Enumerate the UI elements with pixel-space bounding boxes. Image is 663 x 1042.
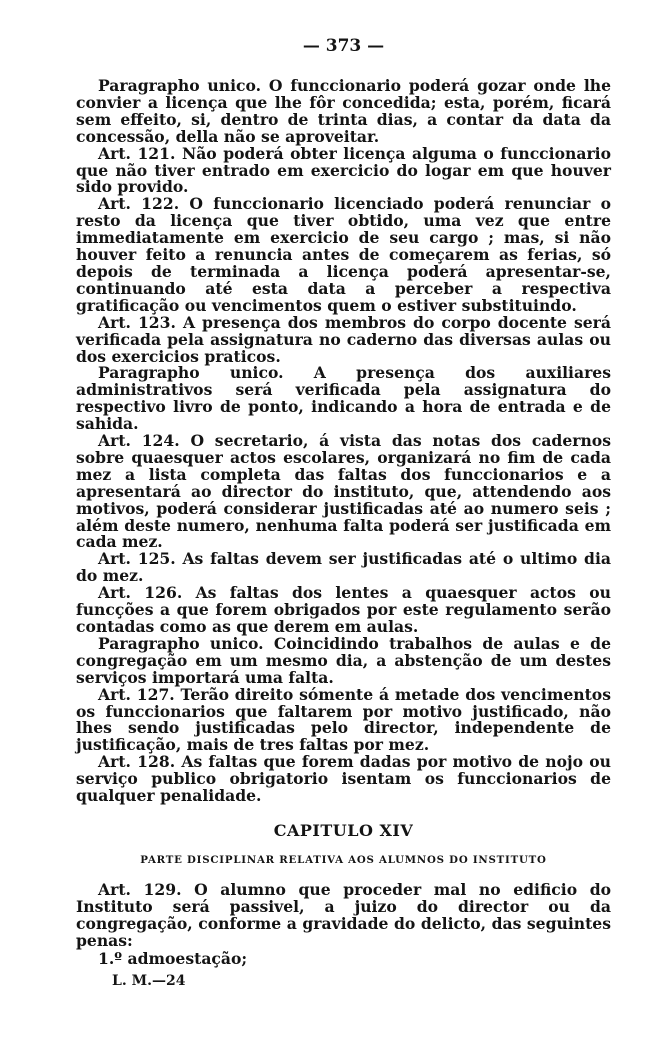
penalty-list-item: 1.º admoestação;: [98, 948, 248, 968]
paragraph-120-unico: Paragrapho unico. O funccionario poderá gozar onde lhe convier a licença que lhe fôr concedida; esta, porém, ficará sem effeito, si, dentro de trinta dias, a contar da data da concessão, della não se aproveitar.: [76, 76, 611, 146]
printer-signature: L. M.—24: [112, 972, 186, 989]
article-125: Art. 125. As faltas devem ser justificadas até o ultimo dia do mez.: [76, 549, 611, 586]
article-128: Art. 128. As faltas que forem dadas por motivo de nojo ou serviço publico obrigatorio isentam os funccionarios de qualquer penalidade.: [76, 752, 611, 806]
article-121: Art. 121. Não poderá obter licença alguma o funccionario que não tiver entrado em exercicio do logar em que houver sido provido.: [76, 143, 611, 197]
article-123: Art. 123. A presença dos membros do corpo docente será verificada pela assignatura no caderno das diversas aulas ou dos exercicios praticos.: [76, 312, 611, 366]
article-126: Art. 126. As faltas dos lentes a quaesquer actos ou funcções a que forem obrigados por este regulamento serão contadas como as que derem em aulas.: [76, 583, 611, 636]
chapter-title: CAPITULO XIV: [273, 820, 414, 840]
article-124: Art. 124. O secretario, á vista das notas dos cadernos sobre quaesquer actos escolares, organizará no fim de cada mez a lista completa das faltas dos funccionarios e a apresentará ao director do instituto, que, attendendo aos motivos, poderá considerar justificadas até ao numero seis ; além deste numero, nenhuma falta poderá ser justificada em cada mez.: [76, 431, 611, 552]
chapter-body: [76, 879, 611, 950]
body-text: [76, 78, 611, 805]
paragraph-123-unico: Paragrapho unico. A presença dos auxiliares administrativos será verificada pela assignatura do respectivo livro de ponto, indicando a hora de entrada e de sahida.: [76, 363, 611, 434]
article-129: Art. 129. O alumno que proceder mal no edificio do Instituto será passivel, a juizo do director ou da congregação, conforme a gravidade do delicto, das seguintes penas:: [76, 879, 611, 950]
article-127: Art. 127. Terão direito sómente á metade dos vencimentos os funccionarios que faltarem por motivo justificado, não lhes sendo justificadas pelo director, independente de justificação, mais de tres faltas por mez.: [76, 684, 611, 755]
paragraph-126-unico: Paragrapho unico. Coincidindo trabalhos de aulas e de congregação em um mesmo dia, a abstenção de um destes serviços importará uma falta.: [76, 633, 611, 687]
chapter-subtitle: PARTE DISCIPLINAR RELATIVA AOS ALUMNOS DO INSTITUTO: [140, 853, 547, 866]
article-122: Art. 122. O funccionario licenciado poderá renunciar o resto da licença que tiver obtido, uma vez que entre immediatamente em exercicio de seu cargo ; mas, si não houver feito a renuncia antes de começarem as ferias, só depois de terminada a licença poderá apresentar-se, continuando até esta data a perceber a respectiva gratificação ou vencimentos quem o estiver substituindo.: [76, 194, 611, 315]
page-number: — 373 —: [302, 36, 385, 56]
